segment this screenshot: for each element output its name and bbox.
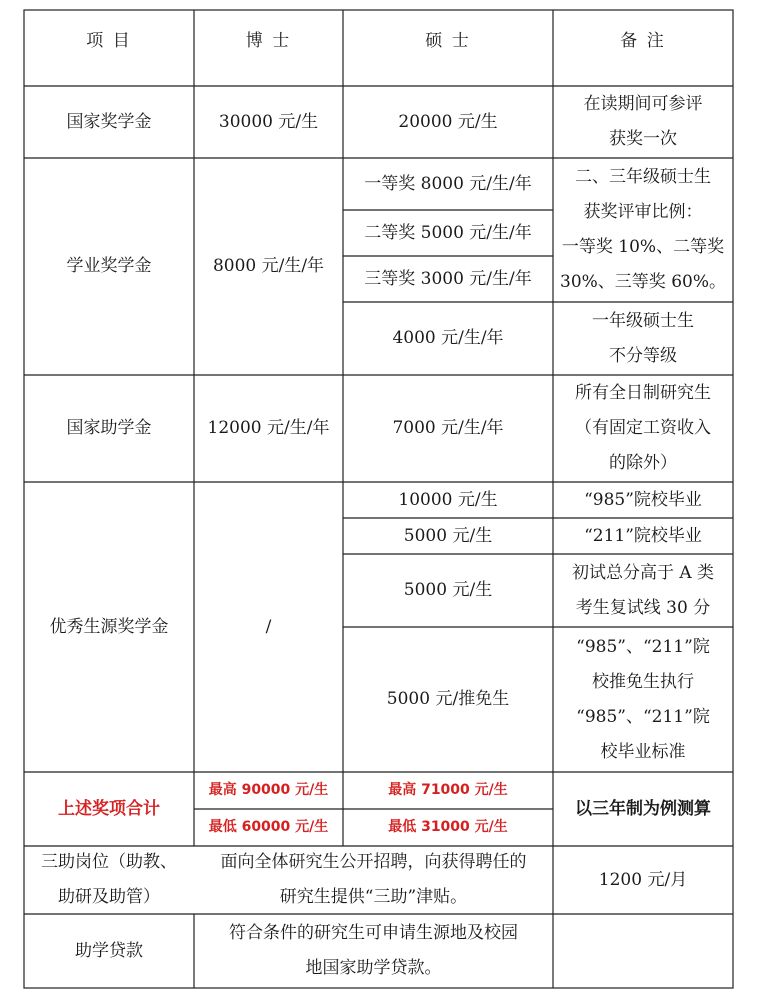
note-line: 初试总分高于 A 类: [571, 562, 715, 583]
note-line: 30%、三等奖 60%。: [560, 272, 726, 292]
note-line: 不分等级: [609, 345, 677, 366]
note-line: 校毕业标准: [600, 741, 686, 762]
desc-line: 研究生提供“三助”津贴。: [279, 887, 468, 907]
note-line: 考生复试线 30 分: [575, 597, 711, 618]
header-phd: 博 士: [245, 31, 292, 51]
note-line: 二、三年级硕士生: [575, 167, 711, 187]
note-line: 一等奖 10%、二等奖: [561, 237, 725, 257]
note-line: （有固定工资收入: [575, 418, 711, 438]
desc-line: 地国家助学贷款。: [305, 958, 442, 978]
name-line: 三助岗位（助教、: [41, 852, 177, 872]
note-line: “985”、“211”院: [576, 706, 710, 727]
excellent-master-exempt: 5000 元/推免生: [386, 689, 510, 709]
excellent-note-score: [553, 554, 733, 627]
note-line: 在读期间可参评: [583, 94, 703, 114]
note-line: 一年级硕士生: [592, 310, 694, 331]
header-note: 备 注: [620, 31, 666, 51]
note-line: 获奖评审比例：: [583, 202, 703, 222]
total-phd-min: 最低 60000 元/生: [208, 819, 329, 835]
loan-desc: [194, 914, 553, 988]
total-note: 以三年制为例测算: [575, 798, 711, 819]
excellent-source-phd: /: [265, 616, 272, 637]
header-item: 项 目: [86, 31, 132, 51]
academic-master-third: 三等奖 3000 元/生/年: [364, 268, 532, 289]
note-line: 校推免生执行: [592, 671, 694, 692]
excellent-master-985: 10000 元/生: [398, 489, 498, 510]
academic-scholarship-name: 学业奖学金: [66, 256, 152, 276]
loan-note: [553, 914, 733, 988]
national-scholarship-phd: 30000 元/生: [218, 111, 319, 132]
academic-note-first-year: [553, 302, 733, 375]
note-line: 获奖一次: [609, 129, 677, 149]
total-name: 上述奖项合计: [58, 798, 160, 819]
academic-master-first: 一等奖 8000 元/生/年: [364, 173, 532, 194]
three-assist-desc: [194, 846, 553, 914]
excellent-note-211: [553, 518, 733, 554]
national-scholarship-master: 20000 元/生: [398, 111, 498, 132]
desc-line: 面向全体研究生公开招聘，向获得聘任的: [220, 852, 527, 872]
total-master-max: 最高 71000 元/生: [388, 782, 508, 798]
header-master: 硕 士: [425, 31, 471, 51]
national-grant-name: 国家助学金: [66, 418, 152, 438]
note-line: 所有全日制研究生: [575, 383, 711, 403]
excellent-note-exempt: [553, 627, 733, 772]
note-line: “985”院校毕业: [584, 489, 702, 510]
academic-master-first-year: 4000 元/生/年: [392, 328, 504, 348]
loan-name: 助学贷款: [75, 940, 143, 961]
academic-scholarship-phd: 8000 元/生/年: [212, 256, 325, 276]
excellent-note-985: [553, 482, 733, 518]
name-line: 助研及助管）: [58, 887, 160, 907]
national-grant-master: 7000 元/生/年: [392, 418, 504, 438]
national-grant-note: [553, 375, 733, 482]
note-line: “985”、“211”院: [576, 636, 710, 657]
total-master-min: 最低 31000 元/生: [388, 819, 508, 835]
academic-master-second: 二等奖 5000 元/生/年: [364, 222, 532, 243]
national-scholarship-name: 国家奖学金: [66, 111, 152, 132]
excellent-master-score: 5000 元/生: [403, 580, 493, 600]
national-scholarship-note: [553, 86, 733, 158]
national-grant-phd: 12000 元/生/年: [207, 418, 330, 438]
excellent-source-name: 优秀生源奖学金: [49, 616, 169, 637]
note-line: “211”院校毕业: [584, 525, 702, 546]
note-line: 的除外）: [609, 453, 677, 473]
desc-line: 符合条件的研究生可申请生源地及校园: [229, 923, 518, 943]
excellent-master-211: 5000 元/生: [403, 525, 493, 546]
academic-note-levels: [553, 158, 733, 302]
three-assist-name: [24, 846, 194, 914]
three-assist-note: 1200 元/月: [598, 869, 688, 890]
total-phd-max: 最高 90000 元/生: [208, 782, 329, 798]
